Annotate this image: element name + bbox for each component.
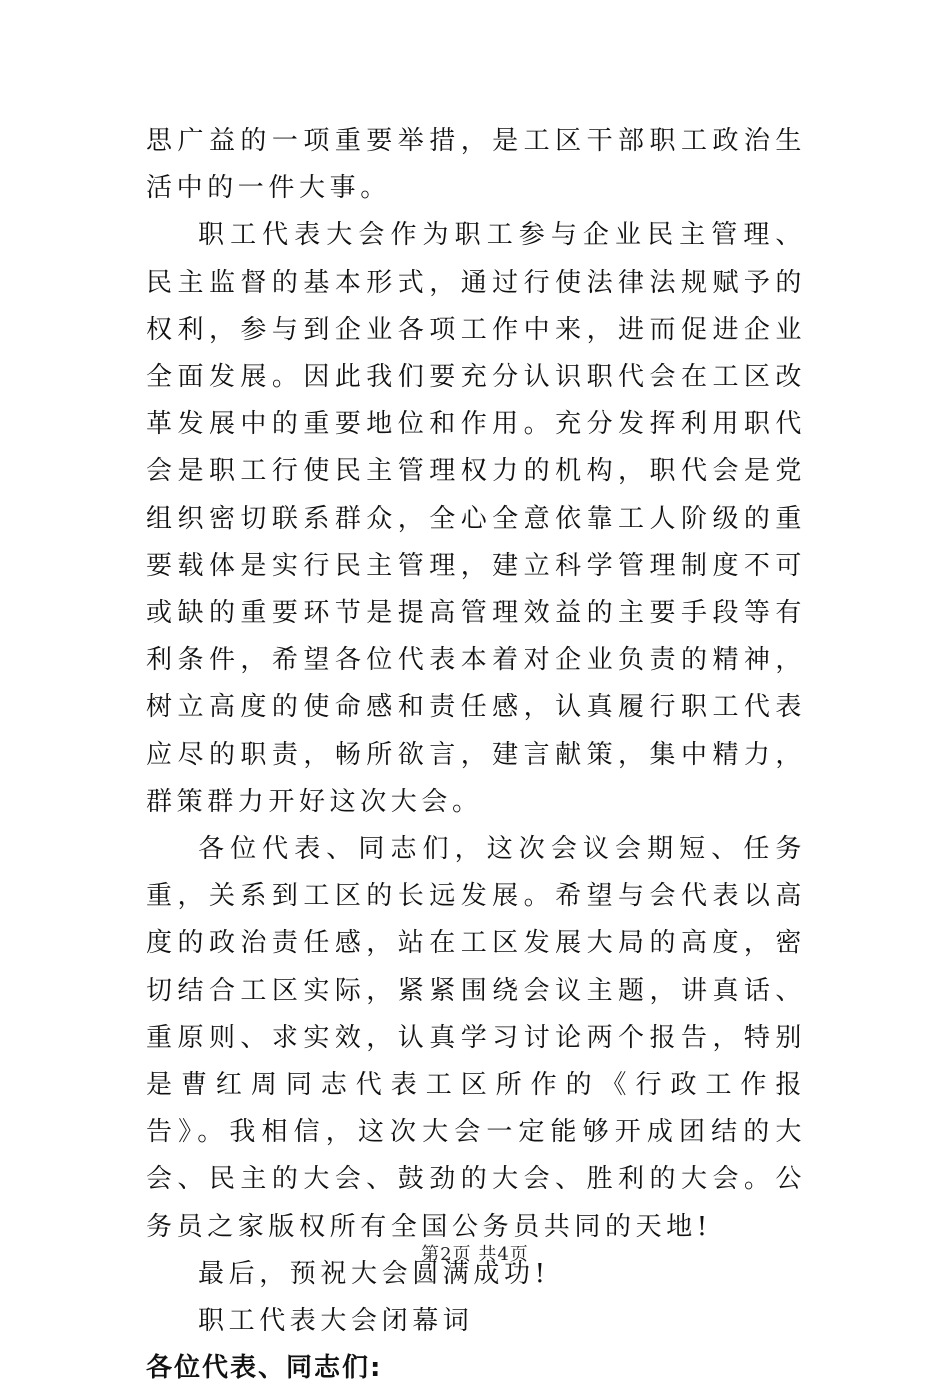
document-body (146, 118, 806, 1392)
paragraph-closing-wish: 最后，预祝大会圆满成功! (198, 1258, 550, 1289)
paragraph-congress-role: 职工代表大会作为职工参与企业民主管理、民主监督的基本形式，通过行使法律法规赋予的权利，参与到企业各项工作中来，进而促进企业全面发展。因此我们要充分认识职代会在工区改革发展中的重要地位和作用。充分发挥利用职代会是职工行使民主管理权力的机构，职代会是党组织密切联系群众，全心全意依靠工人阶级的重要载体是实行民主管理，建立科学管理制度不可或缺的重要环节是提高管理效益的主要手段等有利条件，希望各位代表本着对企业负责的精神，树立高度的使命感和责任感，认真履行职工代表应尽的职责，畅所欲言，建言献策，集中精力，群策群力开好这次大会。 (146, 220, 806, 817)
section-title-closing-speech: 职工代表大会闭幕词 (198, 1306, 474, 1337)
paragraph-continuation: 思广益的一项重要举措，是工区干部职工政治生活中的一件大事。 (146, 126, 806, 204)
page-number-footer: 第2页 共4页 (421, 1244, 529, 1265)
paragraph-delegates-appeal: 各位代表、同志们，这次会议会期短、任务重，关系到工区的长远发展。希望与会代表以高度的政治责任感，站在工区发展大局的高度，密切结合工区实际，紧紧围绕会议主题，讲真话、重原则、求实效，认真学习讨论两个报告，特别是曹红周同志代表工区所作的《行政工作报告》。我相信，这次大会一定能够开成团结的大会、民主的大会、鼓劲的大会、胜利的大会。公务员之家版权所有全国公务员共同的天地! (146, 834, 806, 1242)
salutation: 各位代表、同志们: (146, 1353, 383, 1384)
